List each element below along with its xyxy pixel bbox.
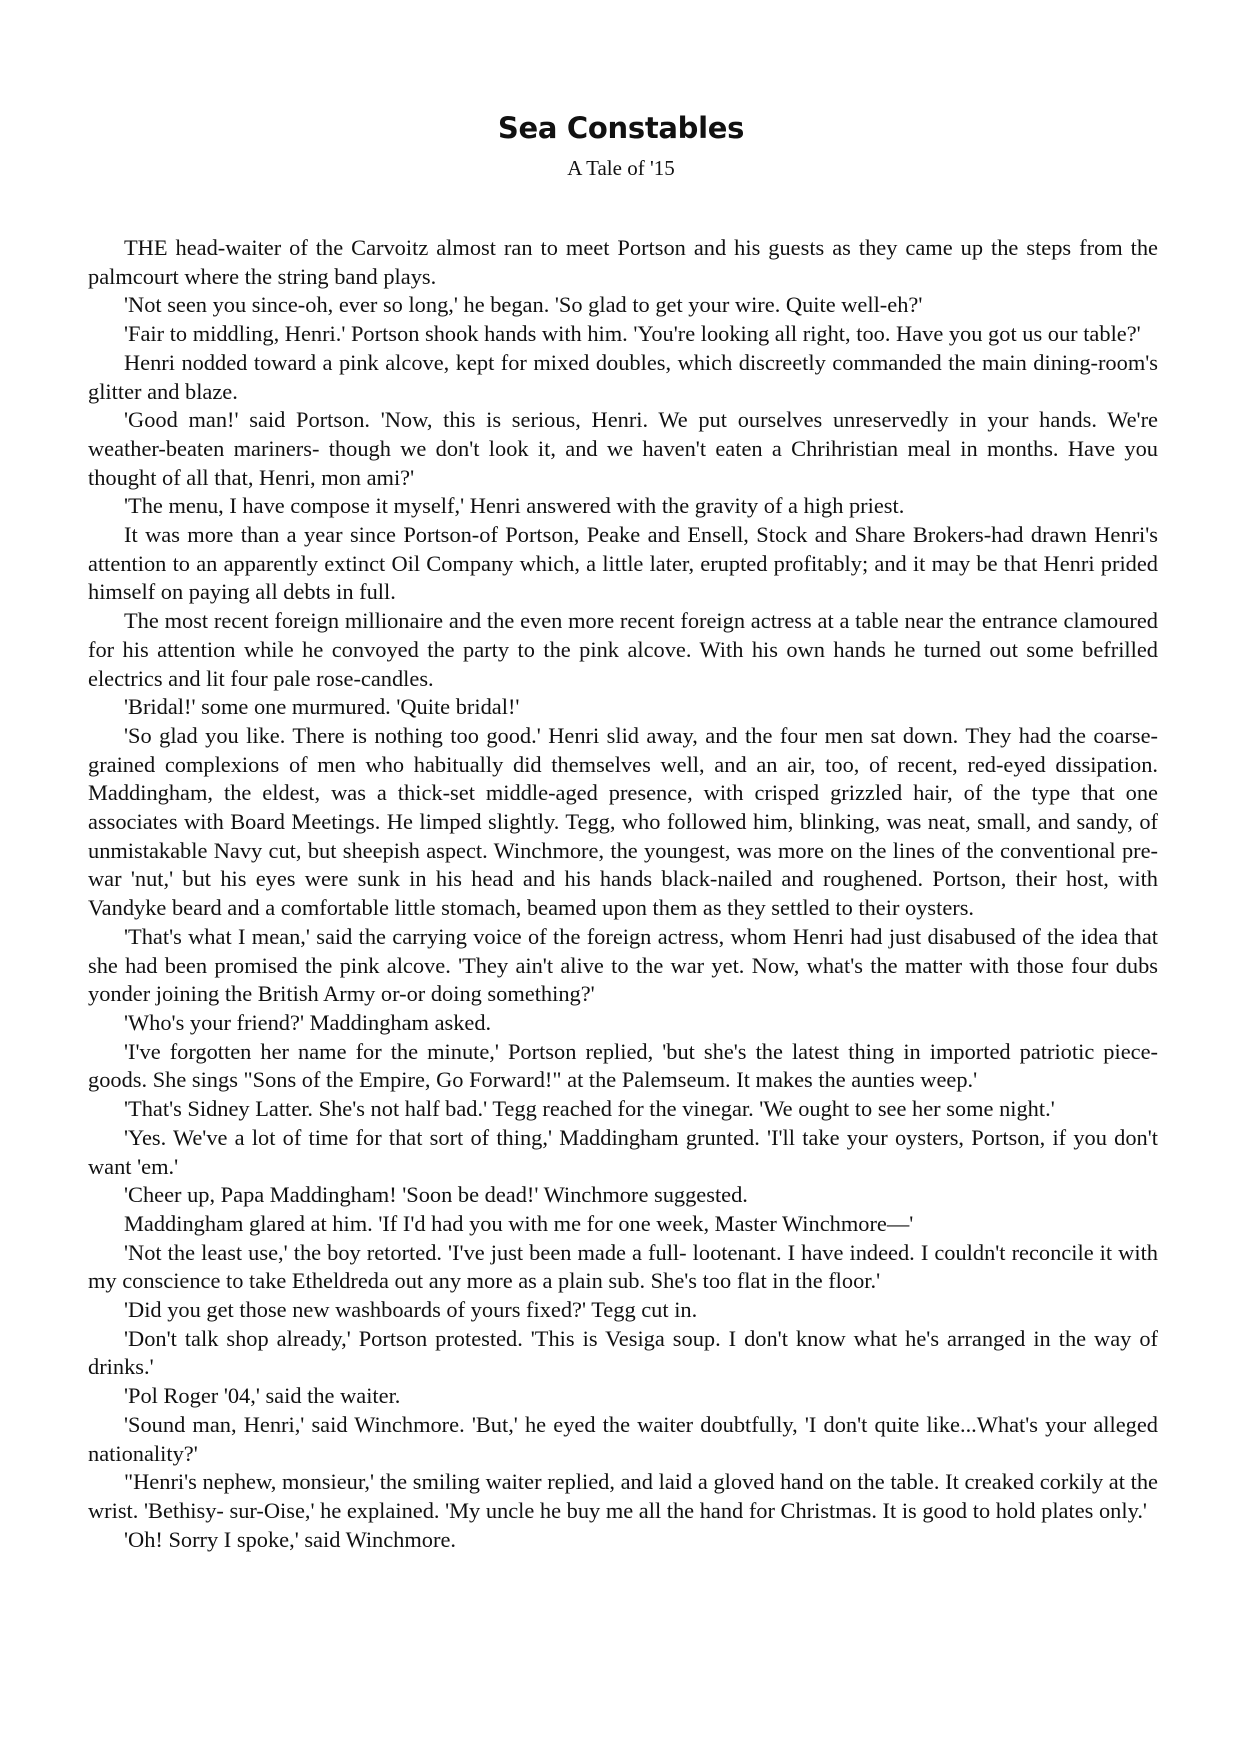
document-subtitle: A Tale of '15 (567, 156, 675, 180)
paragraph: 'Pol Roger '04,' said the waiter. (124, 1383, 401, 1409)
paragraph: 'Fair to middling, Henri.' Portson shook hands with him. 'You're looking all right, too. Have you got us our table?' (124, 321, 1141, 347)
paragraph: "Henri's nephew, monsieur,' the smiling waiter replied, and laid a gloved hand on the table. It creaked corkily at the wrist. 'Bethisy- sur-Oise,' he explained. 'My uncle he buy me all the hand for Christmas. It is good to hold plates only.' (88, 1469, 1158, 1523)
paragraph: 'Did you get those new washboards of yours fixed?' Tegg cut in. (124, 1297, 698, 1323)
paragraph: Maddingham glared at him. 'If I'd had you with me for one week, Master Winchmore—' (124, 1210, 914, 1236)
paragraph: The most recent foreign millionaire and the even more recent foreign actress at a table near the entrance clamoured for his attention while he convoyed the party to the pink alcove. With his own hands he turned out some befrilled electrics and lit four pale rose-candles. (88, 608, 1158, 691)
document-title: Sea Constables (497, 111, 745, 145)
paragraph: 'Yes. We've a lot of time for that sort of thing,' Maddingham grunted. 'I'll take your oysters, Portson, if you don't want 'em.' (88, 1124, 1158, 1179)
paragraph: THE head-waiter of the Carvoitz almost ran to meet Portson and his guests as they came up the steps from the palmcourt where the string band plays. (88, 235, 1158, 289)
paragraph: 'Oh! Sorry I spoke,' said Winchmore. (124, 1526, 456, 1552)
paragraph: 'Cheer up, Papa Maddingham! 'Soon be dead!' Winchmore suggested. (124, 1182, 748, 1208)
paragraph: 'That's what I mean,' said the carrying voice of the foreign actress, whom Henri had just disabused of the idea that she had been promised the pink alcove. 'They ain't alive to the war yet. Now, what's the matter with those four dubs yonder joining the British Army or-or doing something?' (88, 923, 1158, 1007)
paragraph: 'Sound man, Henri,' said Winchmore. 'But,' he eyed the waiter doubtfully, 'I don't quite like...What's your alleged nationality?' (88, 1411, 1158, 1466)
paragraph: 'That's Sidney Latter. She's not half bad.' Tegg reached for the vinegar. 'We ought to see her some night.' (124, 1096, 1055, 1122)
paragraph: 'I've forgotten her name for the minute,' Portson replied, 'but she's the latest thing in imported patriotic piece-goods. She sings "Sons of the Empire, Go Forward!" at the Palemseum. It makes the aunties weep.' (88, 1038, 1158, 1093)
paragraph: 'Don't talk shop already,' Portson protested. 'This is Vesiga soup. I don't know what he's arranged in the way of drinks.' (88, 1325, 1158, 1380)
paragraph: Henri nodded toward a pink alcove, kept for mixed doubles, which discreetly commanded the main dining-room's glitter and blaze. (88, 349, 1158, 404)
paragraph: 'Not the least use,' the boy retorted. 'I've just been made a full- lootenant. I have indeed. I couldn't reconcile it with my conscience to take Etheldreda out any more as a plain sub. She's too flat in the floor.' (88, 1239, 1158, 1294)
paragraph: 'Who's your friend?' Maddingham asked. (124, 1009, 492, 1035)
paragraph: 'Not seen you since-oh, ever so long,' he began. 'So glad to get your wire. Quite well-eh?' (124, 292, 923, 318)
paragraph: 'So glad you like. There is nothing too good.' Henri slid away, and the four men sat down. They had the coarse-grained complexions of men who habitually did themselves well, and an air, too, of recent, red-eyed dissipation. Maddingham, the eldest, was a thick-set middle-aged presence, with crisped grizzled hair, of the type that one associates with Board Meetings. He limped slightly. Tegg, who followed him, blinking, was neat, small, and sandy, of unmistakable Navy cut, but sheepish aspect. Winchmore, the youngest, was more on the lines of the conventional pre-war 'nut,' but his eyes were sunk in his head and his hands black-nailed and roughened. Portson, their host, with Vandyke beard and a comfortable little stomach, beamed upon them as they settled to their oysters. (88, 722, 1158, 921)
paragraph: 'Good man!' said Portson. 'Now, this is serious, Henri. We put ourselves unreservedly in your hands. We're weather-beaten mariners- though we don't look it, and we haven't eaten a Chrihristian meal in months. Have you thought of all that, Henri, mon ami?' (88, 407, 1158, 490)
paragraph: 'The menu, I have compose it myself,' Henri answered with the gravity of a high priest. (124, 493, 905, 519)
paragraph: 'Bridal!' some one murmured. 'Quite bridal!' (124, 694, 520, 720)
paragraph: It was more than a year since Portson-of Portson, Peake and Ensell, Stock and Share Brokers-had drawn Henri's attention to an apparently extinct Oil Company which, a little later, erupted profitably; and it may be that Henri prided himself on paying all debts in full. (88, 522, 1158, 605)
document-body (88, 234, 1158, 1554)
